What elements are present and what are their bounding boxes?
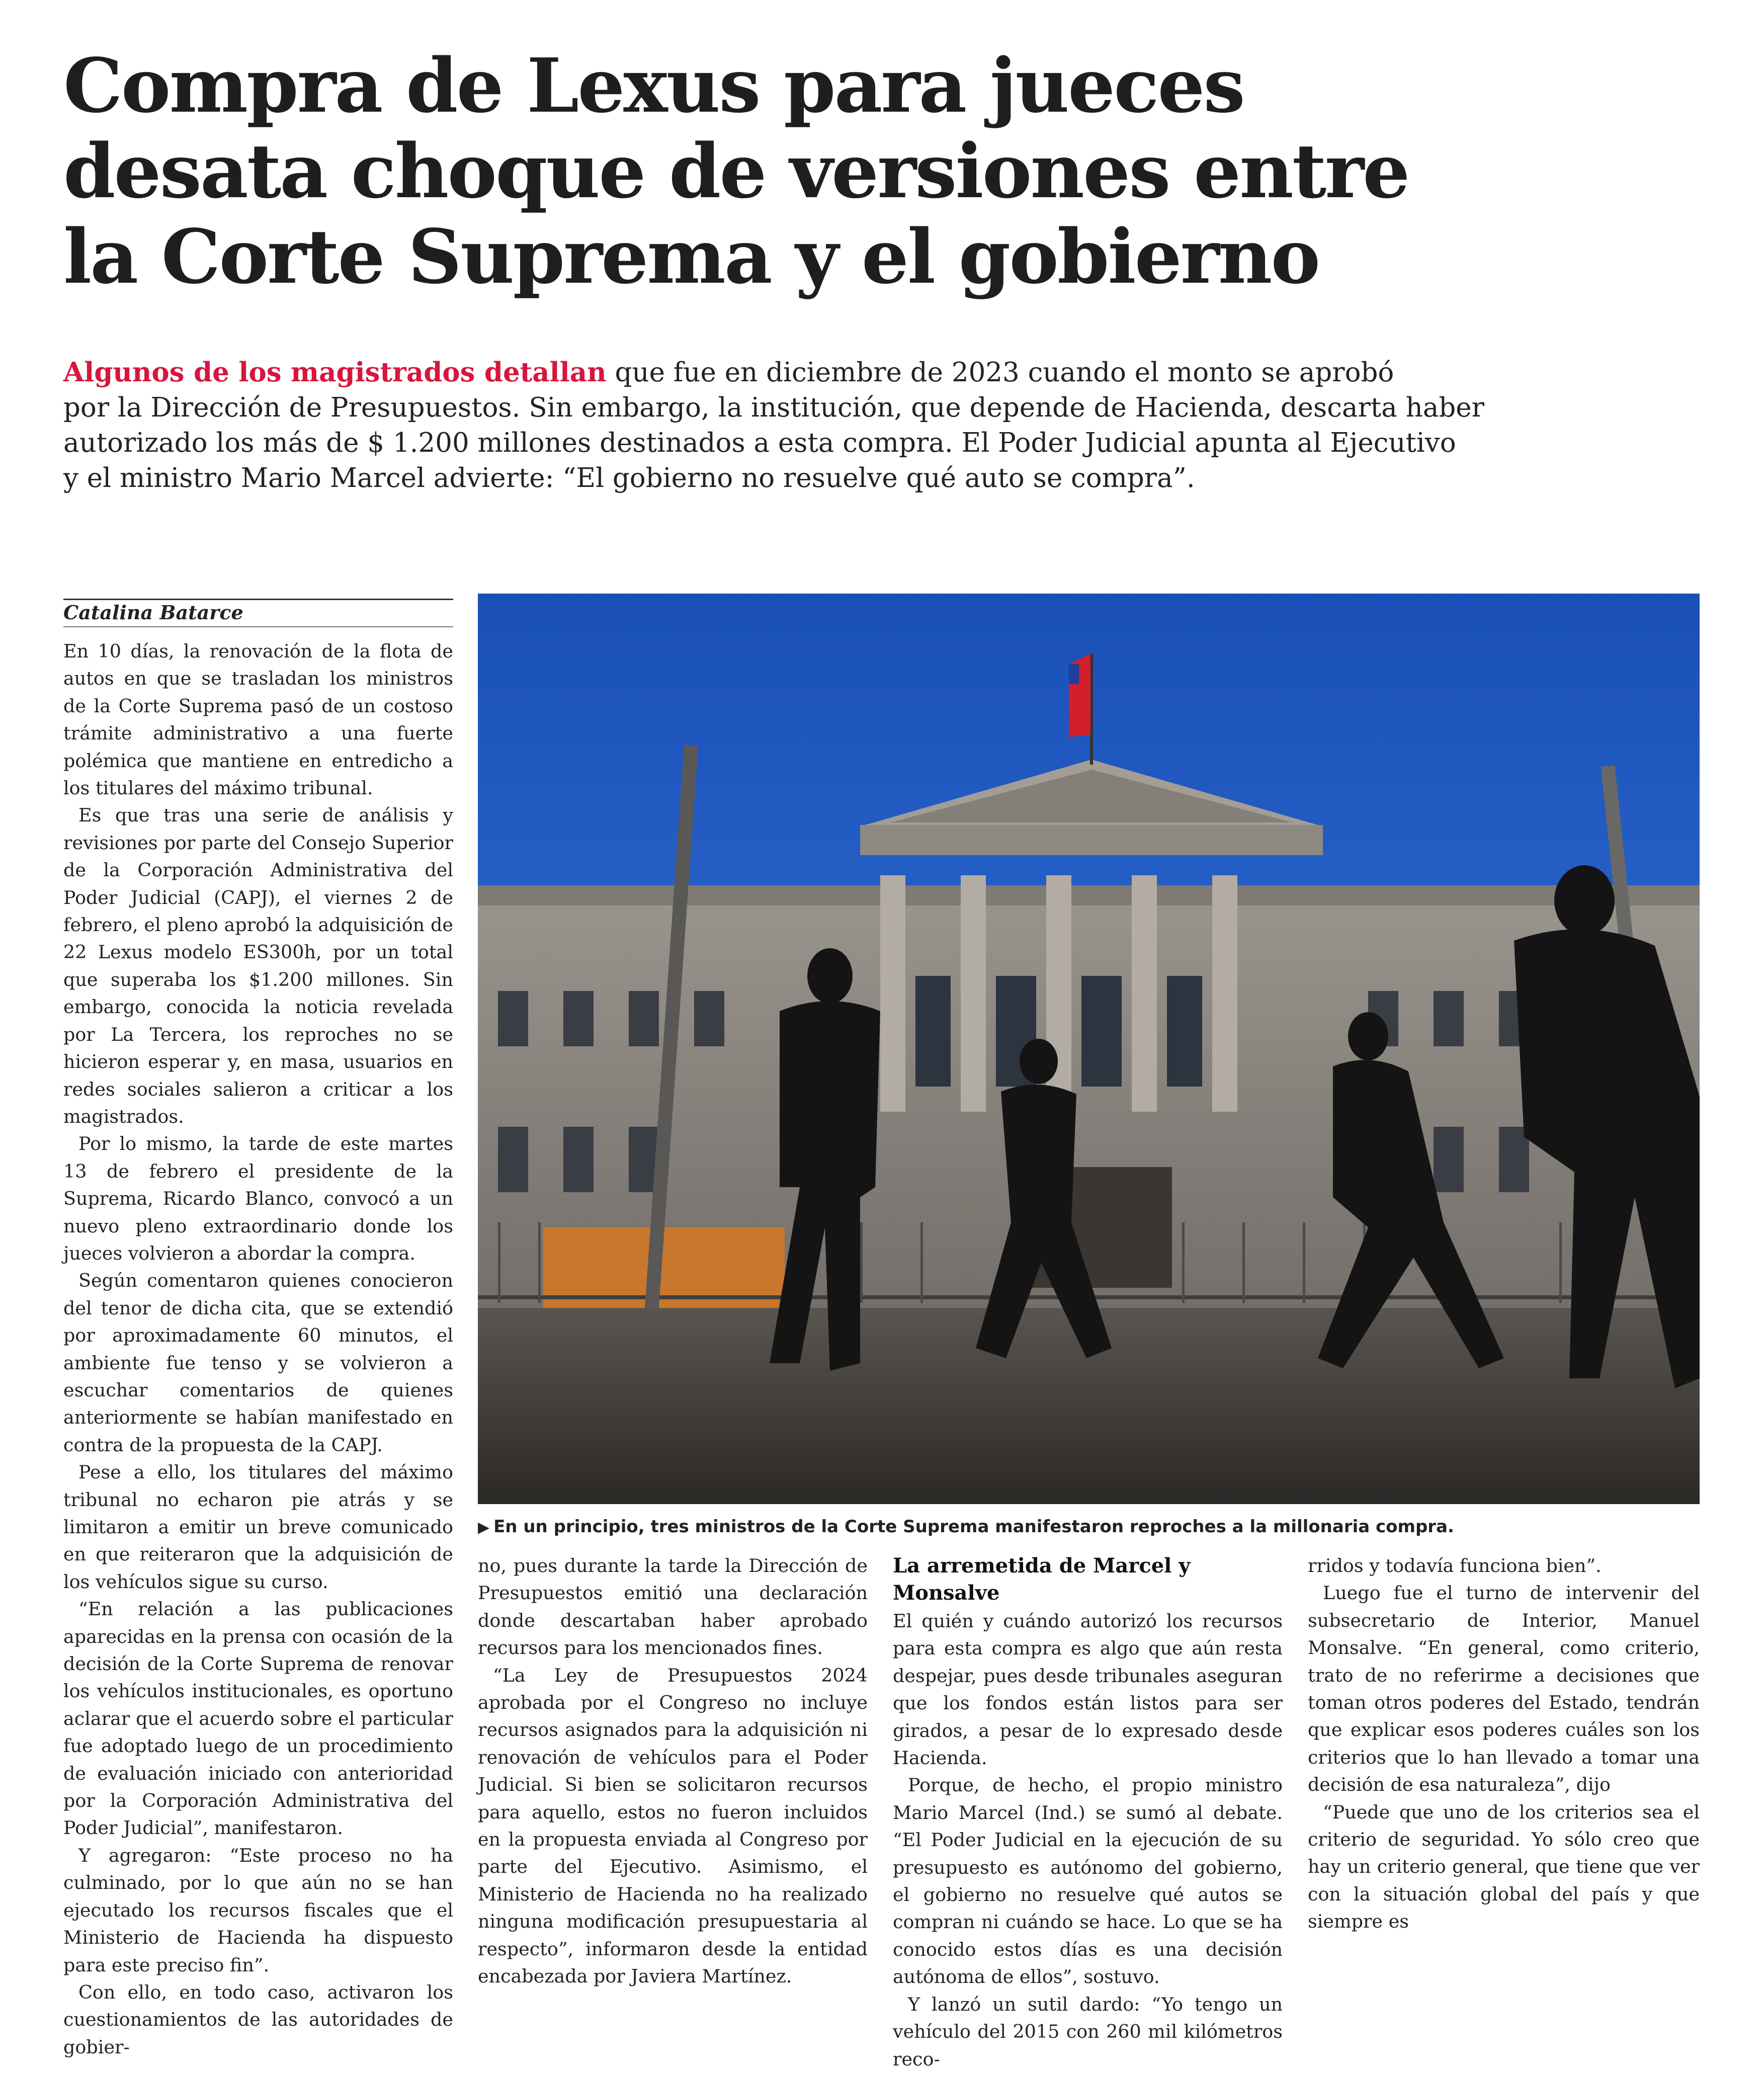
photo-icon [478, 594, 1700, 1504]
col1-paragraph-2: Es que tras una serie de análisis y revisiones por parte del Consejo Superior de la Corporación Administrativa del Poder Judicial (CAPJ), el viernes 2 de febrero, el pleno aprobó la adquisición de 22 Lexus modelo ES300h, por un total que superaba los $1.200 millones. Sin embargo, conocida la noticia revelada por La Tercera, los reproches no se hicieron esperar y, en masa, usuarios en redes sociales salieron a criticar a los magistrados. [63, 804, 453, 1127]
column-1 [63, 638, 453, 2061]
deck-summary [63, 355, 1484, 496]
deck-line-1-rest: que fue en diciembre de 2023 cuando el monto se aprobó [606, 357, 1394, 388]
byline: Catalina Batarce [63, 599, 453, 627]
deck-line-2: por la Dirección de Presupuestos. Sin embargo, la institución, que depende de Hacienda, descarta haber [63, 392, 1484, 423]
col4-paragraph-3: “Puede que uno de los criterios sea el criterio de seguridad. Yo sólo creo que hay un criterio general, que tiene que ver con la situación global del país y que siempre es [1308, 1801, 1700, 1933]
col2-paragraph-2: “La Ley de Presupuestos 2024 aprobada por el Congreso no incluye recursos asignados para la adquisición ni renovación de vehículos para el Poder Judicial. Si bien se solicitaron recursos para aquello, estos no fueron incluidos en la propuesta enviada al Congreso por parte del Ejecutivo. Asimismo, el Ministerio de Hacienda no ha realizado ninguna modificación presupuestaria al respecto”, informaron desde la entidad encabezada por Javiera Martínez. [478, 1664, 868, 1987]
col1-paragraph-7: Y agregaron: “Este proceso no ha culminado, por lo que aún no se han ejecutado los recursos fiscales que el Ministerio de Hacienda ha dispuesto para este preciso fin”. [63, 1844, 453, 1976]
photo-caption [478, 1514, 1700, 1539]
headline-line-3: la Corte Suprema y el gobierno [63, 213, 1319, 300]
col3-paragraph-1: El quién y cuándo autorizó los recursos para esta compra es algo que aún resta despejar, pues desde tribunales aseguran que los fondos están listos para ser girados, a pesar de lo expresado desde Hacienda. [893, 1610, 1283, 1769]
col1-paragraph-1: En 10 días, la renovación de la flota de autos en que se trasladan los ministros de la Corte Suprema pasó de un costoso trámite administrativo a una fuerte polémica que mantiene en entredicho a los titulares del máximo tribunal. [63, 640, 453, 799]
column-3 [893, 1552, 1283, 2073]
deck-lead: Algunos de los magistrados detallan [63, 357, 607, 388]
supreme-court-photo [478, 594, 1700, 1504]
col1-paragraph-6: “En relación a las publicaciones aparecidas en la prensa con ocasión de la decisión de la Corte Suprema de renovar los vehículos institucionales, es oportuno aclarar que el acuerdo sobre el particular fue adoptado luego de un procedimiento de evaluación iniciado con anterioridad por la Corporación Administrativa del Poder Judicial”, manifestaron. [63, 1598, 453, 1839]
headline-line-1: Compra de Lexus para jueces [63, 42, 1244, 129]
deck-line-4: y el ministro Mario Marcel advierte: “El gobierno no resuelve qué auto se compra”. [63, 463, 1195, 493]
headline-line-2: desata choque de versiones entre [63, 127, 1409, 215]
col1-paragraph-3: Por lo mismo, la tarde de este martes 13 de febrero el presidente de la Suprema, Ricardo Blanco, convocó a un nuevo pleno extraordinario donde los jueces volvieron a abordar la compra. [63, 1133, 453, 1264]
col1-paragraph-4: Según comentaron quienes conocieron del tenor de dicha cita, que se extendió por aproximadamente 60 minutos, el ambiente fue tenso y se volvieron a escuchar comentarios de quienes anteriormente se habían manifestado en contra de la propuesta de la CAPJ. [63, 1270, 453, 1456]
col1-paragraph-5: Pese a ello, los titulares del máximo tribunal no echaron pie atrás y se limitaron a emitir un breve comunicado en que reiteraron que la adquisición de los vehículos sigue su curso. [63, 1461, 453, 1593]
col3-paragraph-3: Y lanzó un sutil dardo: “Yo tengo un vehículo del 2015 con 260 mil kilómetros reco- [893, 1993, 1283, 2070]
caption-text: En un principio, tres ministros de la Corte Suprema manifestaron reproches a la millonaria compra. [493, 1517, 1454, 1537]
col2-paragraph-1: no, pues durante la tarde la Dirección de Presupuestos emitió una declaración donde descartaban haber aprobado recursos para los mencionados fines. [478, 1555, 868, 1659]
col4-paragraph-2: Luego fue el turno de intervenir del subsecretario de Interior, Manuel Monsalve. “En general, como criterio, trato de no referirme a decisiones que toman otros poderes del Estado, tendrán que explicar esos poderes cuáles son los criterios que lo han llevado a tomar una decisión de esa naturaleza”, dijo [1308, 1582, 1700, 1796]
caption-arrow-icon: ▶ [478, 1519, 490, 1536]
headline [63, 43, 1462, 299]
deck-line-1 [63, 355, 1421, 390]
column-2 [478, 1552, 868, 1991]
col1-paragraph-8: Con ello, en todo caso, activaron los cuestionamientos de las autoridades de gobier- [63, 1981, 453, 2058]
deck-line-3: autorizado los más de $ 1.200 millones destinados a esta compra. El Poder Judicial apunta al Ejecutivo [63, 428, 1456, 458]
col3-paragraph-2: Porque, de hecho, el propio ministro Mario Marcel (Ind.) se sumó al debate. “El Poder Judicial en la ejecución de su presupuesto es autónomo del gobierno, el gobierno no resuelve qué autos se compran ni cuándo se hace. Lo que se ha conocido estos días es una decisión autónoma de ellos”, sostuvo. [893, 1774, 1283, 1988]
section-subhead: La arremetida de Marcel y Monsalve [893, 1554, 1191, 1605]
column-4 [1308, 1552, 1700, 1936]
col4-paragraph-1: rridos y todavía funciona bien”. [1308, 1555, 1602, 1577]
